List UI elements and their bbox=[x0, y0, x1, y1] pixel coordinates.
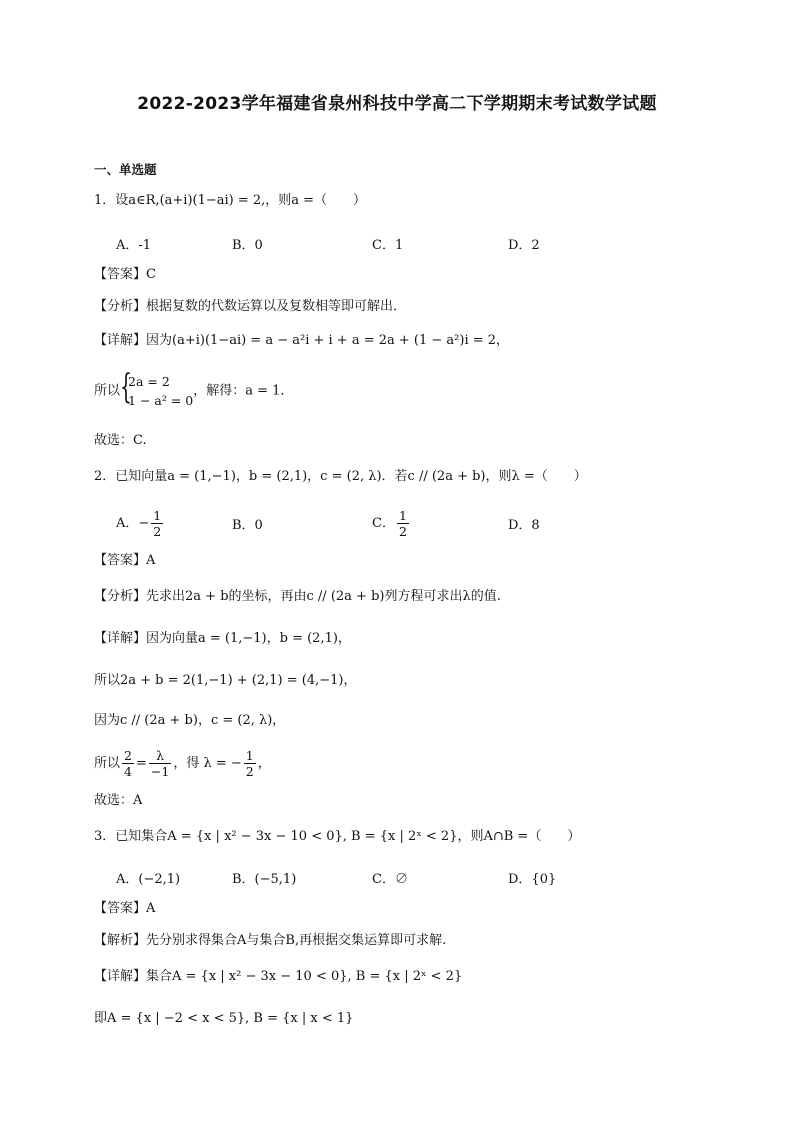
analysis-tag: 【分析】 bbox=[94, 589, 147, 604]
q2-line-3: 所以 $\frac{2}{4}$ = $\frac{\lambda}{-1}$ ，得 λ = − $\frac{1}{2}$ ， bbox=[94, 748, 271, 779]
fraction bbox=[151, 508, 163, 539]
fraction bbox=[397, 508, 409, 539]
fraction-denominator: 4 bbox=[124, 764, 132, 779]
q2-detail bbox=[94, 632, 351, 645]
q1-answer bbox=[94, 268, 156, 281]
q3-answer bbox=[94, 902, 155, 915]
question-1-stem: 1．设a∈R,(a+i)(1−ai) = 2,，则a =（ ） bbox=[94, 193, 367, 208]
answer-value: A bbox=[146, 901, 156, 916]
analysis-tag: 【分析】 bbox=[94, 299, 147, 314]
fraction bbox=[244, 748, 256, 779]
so-prefix: 所以 bbox=[94, 383, 121, 399]
q3-option-c: C．∅ bbox=[372, 872, 408, 887]
analysis-text: 先分别求得集合A与集合B,再根据交集运算即可求解. bbox=[146, 933, 447, 948]
fraction-numerator: λ bbox=[149, 748, 171, 764]
q1-choice: 故选：C. bbox=[94, 433, 147, 448]
fraction-numerator: 2 bbox=[124, 748, 132, 763]
q2-analysis bbox=[94, 590, 501, 603]
fraction-denominator: 2 bbox=[153, 524, 162, 539]
q1-equation-system bbox=[94, 367, 294, 410]
detail-text: 集合A = {x | x² − 3x − 10 < 0}, B = {x | 2ˣ < 2} bbox=[146, 969, 463, 984]
system-row-2: 1 − a² = 0 bbox=[128, 393, 194, 408]
q1-option-c: C．1 bbox=[372, 238, 404, 253]
q1-option-a: A．-1 bbox=[116, 238, 152, 253]
detail-tag: 【详解】 bbox=[94, 969, 147, 984]
q1-option-b: B．0 bbox=[232, 238, 263, 253]
answer-tag: 【答案】 bbox=[94, 901, 147, 916]
answer-tag: 【答案】 bbox=[94, 267, 147, 282]
system-row-1: 2a = 2 bbox=[128, 374, 170, 389]
fraction-numerator: 1 bbox=[245, 748, 254, 763]
q3-analysis bbox=[94, 934, 446, 947]
q2-option-a bbox=[116, 508, 165, 539]
answer-tag: 【答案】 bbox=[94, 553, 147, 568]
q2-option-c bbox=[372, 508, 411, 539]
fraction-denominator: 2 bbox=[245, 764, 254, 779]
q2-line-1: 所以2a + b = 2(1,−1) + (2,1) = (4,−1)， bbox=[94, 673, 357, 688]
so-suffix: ，解得：a = 1． bbox=[193, 383, 294, 399]
q3-option-b: B．(−5,1) bbox=[232, 872, 297, 887]
line-suffix: ， bbox=[257, 756, 271, 771]
question-2-stem: 2．已知向量a = (1,−1)，b = (2,1)，c = (2, λ)．若c // (2a + b)，则λ =（ ） bbox=[94, 469, 587, 484]
q1-detail bbox=[94, 334, 509, 347]
detail-text: 因为向量a = (1,−1)，b = (2,1)， bbox=[146, 631, 351, 646]
detail-tag: 【详解】 bbox=[94, 631, 147, 646]
analysis-text: 根据复数的代数运算以及复数相等即可解出． bbox=[146, 299, 407, 314]
q3-option-a: A．(−2,1) bbox=[116, 872, 181, 887]
q1-analysis bbox=[94, 300, 406, 313]
fraction-numerator: 1 bbox=[153, 508, 162, 523]
equation-system bbox=[120, 367, 194, 410]
answer-value: A bbox=[146, 553, 156, 568]
left-brace-icon: { bbox=[120, 367, 132, 407]
q2-answer bbox=[94, 554, 155, 567]
section-heading: 一、单选题 bbox=[94, 162, 157, 177]
analysis-text: 先求出2a + b的坐标，再由c // (2a + b)列方程可求出λ的值. bbox=[146, 589, 501, 604]
q3-option-d: D．{0} bbox=[508, 872, 557, 887]
q2-option-d: D．8 bbox=[508, 518, 540, 533]
fraction bbox=[122, 748, 134, 779]
q1-option-d: D．2 bbox=[508, 238, 540, 253]
fraction-numerator: 1 bbox=[398, 508, 407, 523]
q2-option-b: B．0 bbox=[232, 518, 263, 533]
detail-text: 因为(a+i)(1−ai) = a − a²i + i + a = 2a + (1 − a²)i = 2， bbox=[146, 333, 510, 348]
fraction-denominator: 2 bbox=[398, 524, 407, 539]
q2-line-2: 因为c // (2a + b)，c = (2, λ)， bbox=[94, 713, 286, 728]
question-3-stem: 3．已知集合A = {x | x² − 3x − 10 < 0}, B = {x | 2ˣ < 2}，则A∩B =（ ） bbox=[94, 829, 581, 844]
q2-option-c-label: C． bbox=[372, 516, 395, 531]
analysis-tag: 【解析】 bbox=[94, 933, 147, 948]
q2-option-a-label: A．− bbox=[116, 516, 150, 531]
page-title: 2022-2023学年福建省泉州科技中学高二下学期期末考试数学试题 bbox=[137, 94, 657, 114]
detail-tag: 【详解】 bbox=[94, 333, 147, 348]
answer-value: C bbox=[146, 267, 156, 282]
q2-choice: 故选：A bbox=[94, 793, 143, 808]
fraction bbox=[149, 748, 171, 779]
fraction-denominator: −1 bbox=[150, 764, 170, 779]
q3-line-1: 即A = {x | −2 < x < 5}, B = {x | x < 1} bbox=[94, 1011, 354, 1026]
line-prefix: 所以 bbox=[94, 756, 121, 771]
q3-detail bbox=[94, 970, 462, 983]
line-middle: ，得 λ = − bbox=[173, 756, 242, 771]
